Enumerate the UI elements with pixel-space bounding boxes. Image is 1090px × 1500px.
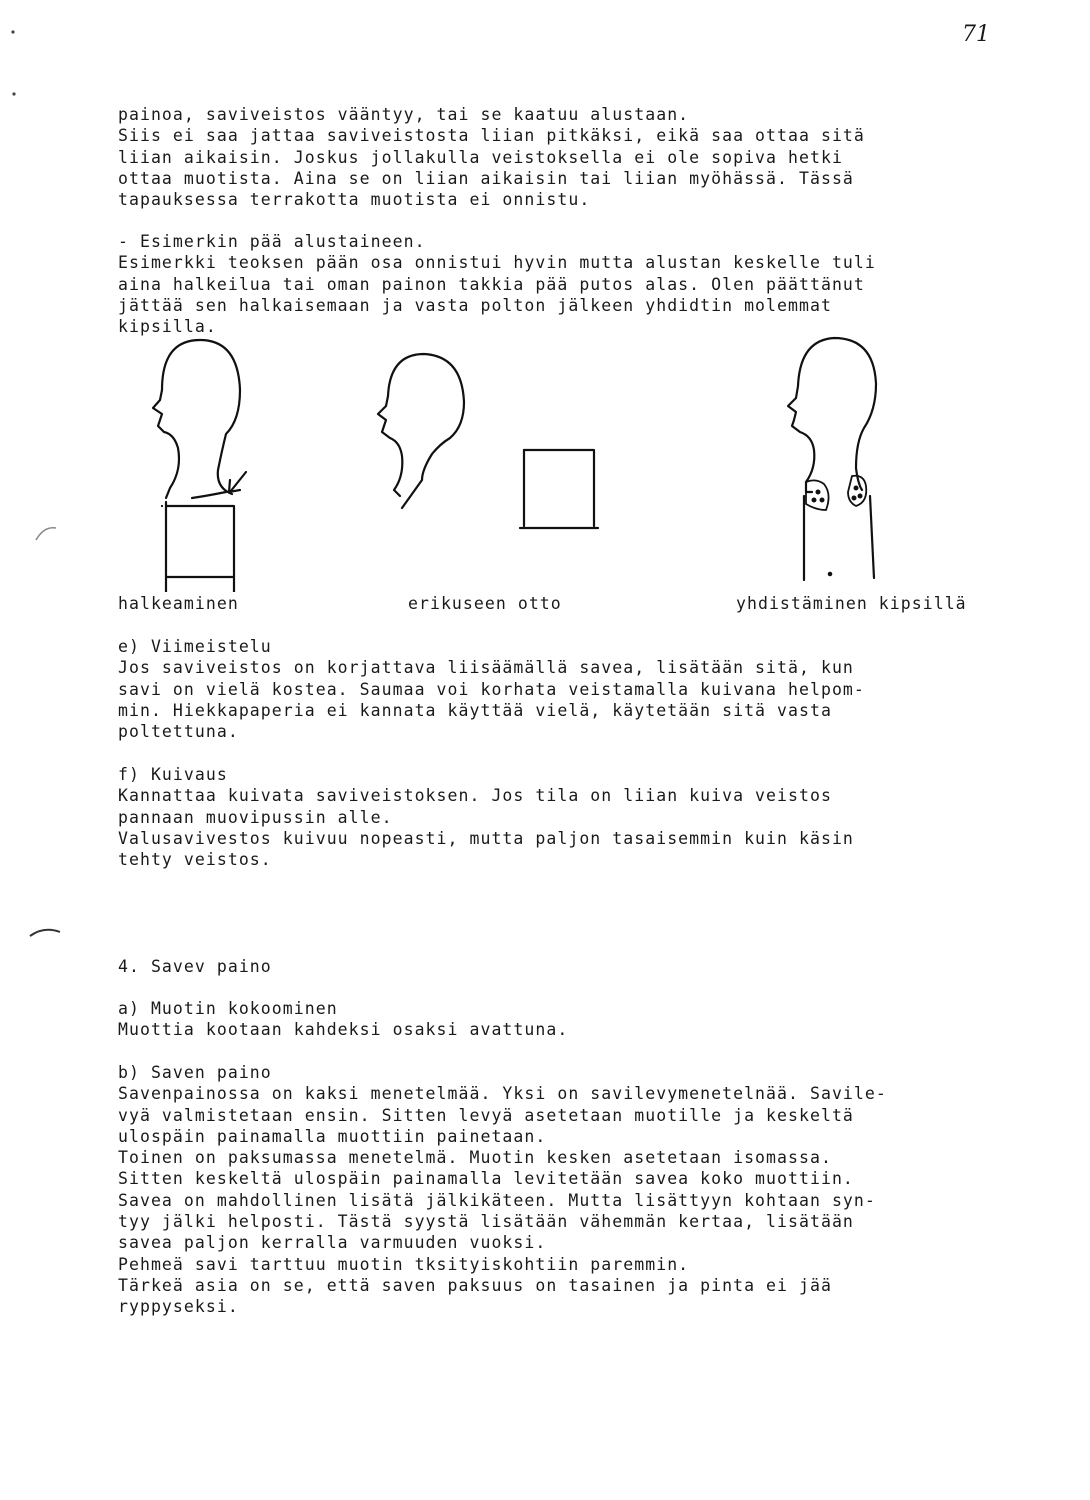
text-line: - Esimerkin pää alustaineen. — [118, 232, 426, 251]
text-line: Toinen on paksumassa menetelmä. Muotin kesken asetetaan isomassa. — [118, 1148, 832, 1168]
caption-joined-plaster: yhdistäminen kipsillä — [736, 594, 967, 613]
text-line: Muottia kootaan kahdeksi osaksi avattuna. — [118, 1020, 569, 1040]
text-line: aina halkeilua tai oman painon takkia pää putos alas. Olen päättänut — [118, 274, 865, 294]
text-line: Siis ei saa jattaa saviveistosta liian pitkäksi, eikä saa ottaa sitä — [118, 126, 865, 146]
text-line: vyä valmistetaan ensin. Sitten levyä asetetaan muotille ja keskeltä — [118, 1105, 854, 1125]
margin-marks — [0, 0, 80, 1000]
text-line: kipsilla. — [118, 317, 217, 337]
text-line: Jos saviveistos on korjattava liisäämällä savea, lisätään sitä, kun — [118, 658, 854, 678]
section-finishing — [118, 636, 1018, 742]
text-line: Savea on mahdollinen lisätä jälkikäteen. Mutta lisättyyn kohtaan syn- — [118, 1190, 876, 1210]
section-heading: 4. Savev paino — [118, 957, 272, 976]
text-line: ottaa muotista. Aina se on liian aikaisin tai liian myöhässä. Tässä — [118, 168, 854, 188]
text-line: Kannattaa kuivata saviveistoksen. Jos tila on liian kuiva veistos — [118, 786, 832, 806]
text-line: jättää sen halkaisemaan ja vasta polton jälkeen yhdidtin molemmat — [118, 295, 832, 315]
text-line: poltettuna. — [118, 722, 239, 742]
sketch-separate-removal — [378, 354, 464, 508]
sketch-cracking — [153, 340, 246, 592]
sketch-separate-base — [520, 450, 598, 528]
section-mold-assembly — [118, 998, 1018, 1041]
section-clay-pressing-title — [118, 956, 1018, 977]
section-heading: f) Kuivaus — [118, 765, 228, 784]
text-line: tehty veistos. — [118, 850, 272, 870]
section-clay-pressing — [118, 1062, 1018, 1318]
text-line: tapauksessa terrakotta muotista ei onnistu. — [118, 190, 591, 210]
text-line: Pehmeä savi tarttuu muotin tksityiskohtiin paremmin. — [118, 1254, 690, 1274]
text-line: Tärkeä asia on se, että saven paksuus on tasainen ja pinta ei jää — [118, 1275, 832, 1295]
text-line: tyy jälki helposti. Tästä syystä lisätään vähemmän kertaa, lisätään — [118, 1212, 854, 1232]
section-heading: e) Viimeistelu — [118, 637, 272, 656]
text-line: pannaan muovipussin alle. — [118, 807, 393, 827]
text-line: ulospäin painamalla muottiin painetaan. — [118, 1126, 547, 1146]
text-line: ryppyseksi. — [118, 1297, 239, 1317]
sketch-joined-plaster — [788, 338, 876, 580]
paragraph-head-example — [118, 231, 1018, 337]
section-heading: a) Muotin kokoominen — [118, 999, 338, 1018]
head-sketches-figure — [140, 330, 900, 592]
page-number: 71 — [962, 22, 990, 47]
caption-cracking: halkeaminen — [118, 594, 239, 613]
text-line: liian aikaisin. Joskus jollakulla veistoksella ei ole sopiva hetki — [118, 147, 843, 167]
section-drying — [118, 764, 1018, 870]
text-line: Esimerkki teoksen pään osa onnistui hyvin mutta alustan keskelle tuli — [118, 253, 876, 273]
text-line: painoa, saviveistos vääntyy, tai se kaatuu alustaan. — [118, 105, 690, 124]
section-heading: b) Saven paino — [118, 1063, 272, 1082]
text-line: min. Hiekkapaperia ei kannata käyttää vielä, käytetään sitä vasta — [118, 700, 832, 720]
text-line: Savenpainossa on kaksi menetelmää. Yksi on savilevymenetelnää. Savile- — [118, 1084, 887, 1104]
text-line: savea paljon kerralla varmuuden vuoksi. — [118, 1233, 547, 1253]
text-line: Valusavivestos kuivuu nopeasti, mutta paljon tasaisemmin kuin käsin — [118, 828, 854, 848]
caption-separate-removal: erikuseen otto — [408, 594, 562, 613]
text-line: Sitten keskeltä ulospäin painamalla levitetään savea koko muottiin. — [118, 1169, 854, 1189]
text-line: savi on vielä kostea. Saumaa voi korhata veistamalla kuivana helpom- — [118, 679, 865, 699]
paragraph-demolding-timing — [118, 104, 1018, 210]
